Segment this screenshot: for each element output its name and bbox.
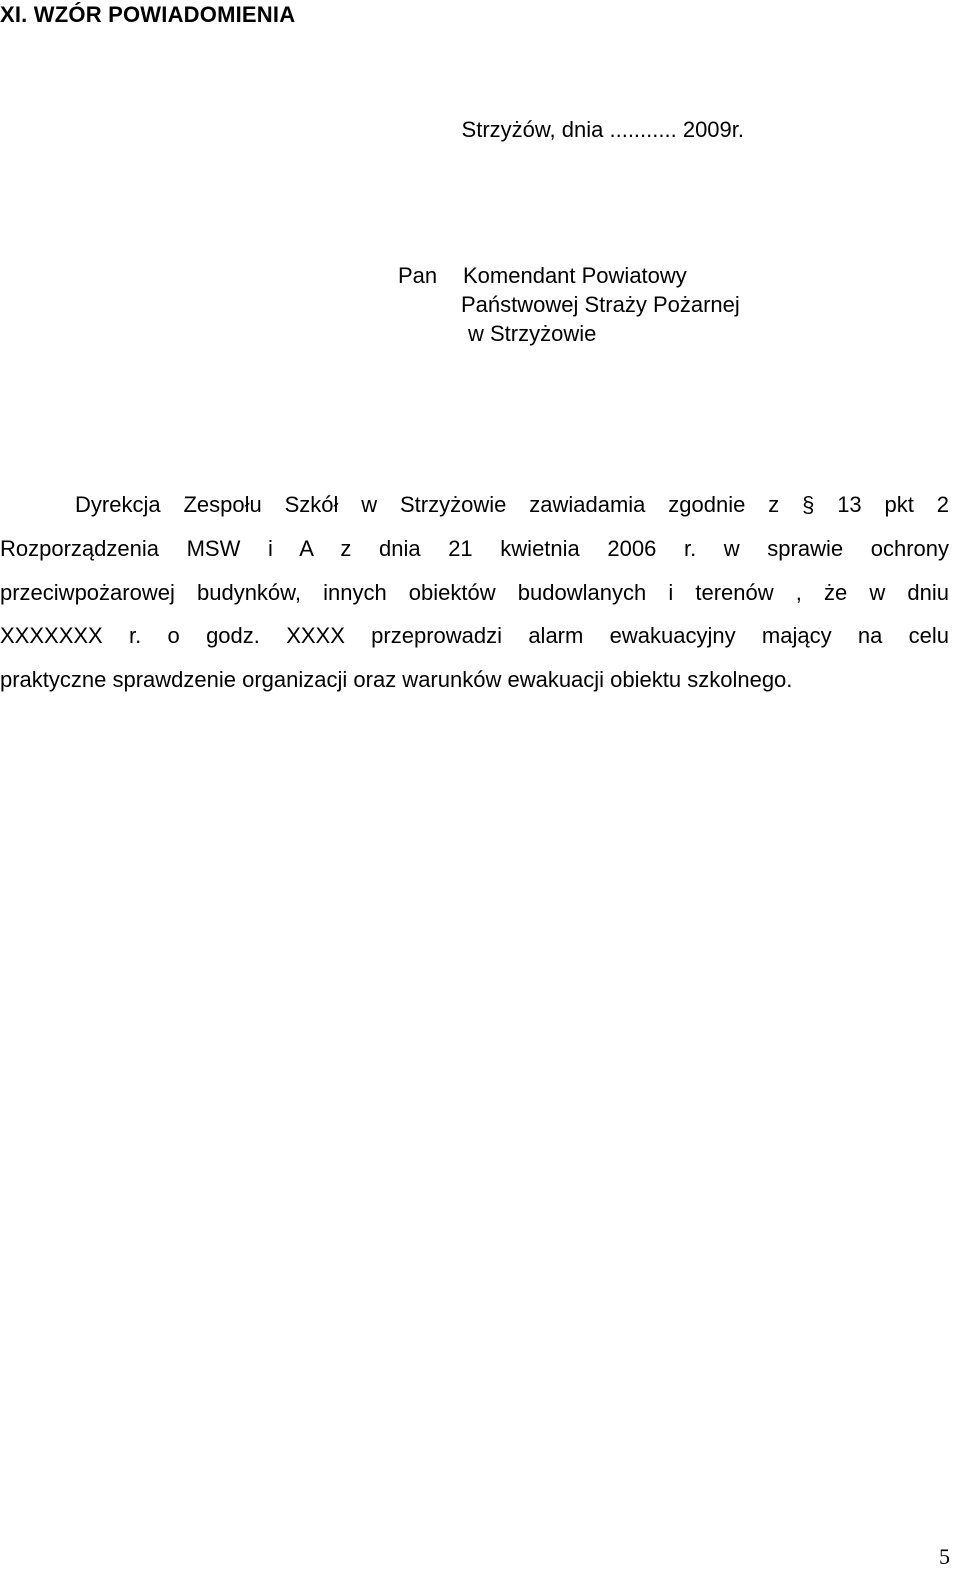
recipient-line-2: Państwowej Straży Pożarnej [461, 292, 740, 317]
recipient-line-1: Komendant Powiatowy [463, 263, 687, 288]
paragraph-line: praktyczne sprawdzenie organizacji oraz warunków ewakuacji obiektu szkolnego. [0, 667, 793, 692]
recipient-salutation: Pan [398, 263, 438, 288]
paragraph-line: Dyrekcja Zespołu Szkół w Strzyżowie zawiadamia zgodnie z § 13 pkt 2 [75, 492, 949, 517]
section-heading: XI. WZÓR POWIADOMIENIA [0, 2, 296, 27]
notification-paragraph [0, 491, 949, 710]
paragraph-line: XXXXXXX r. o godz. XXXX przeprowadzi alarm ewakuacyjny mający na celu [0, 623, 949, 649]
recipient-line-3: w Strzyżowie [468, 321, 597, 346]
page-number: 5 [939, 1544, 950, 1569]
paragraph-line: przeciwpożarowej budynków, innych obiektów budowlanych i terenów , że w dniu [0, 579, 949, 605]
date-line: Strzyżów, dnia ........... 2009r. [461, 117, 744, 142]
paragraph-line: Rozporządzenia MSW i A z dnia 21 kwietnia 2006 r. w sprawie ochrony [0, 535, 949, 561]
